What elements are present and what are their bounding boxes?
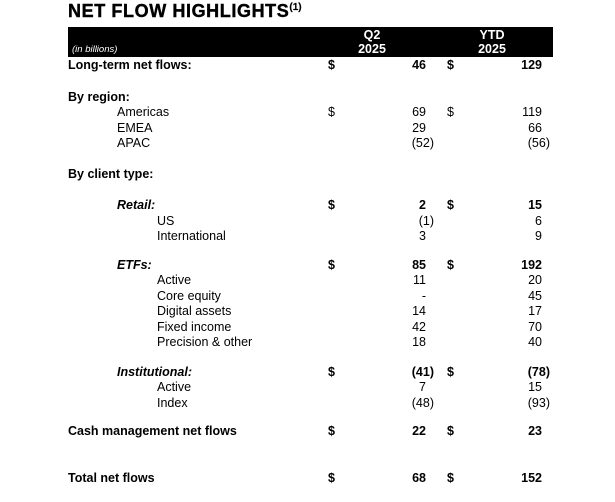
column-gap — [434, 320, 447, 336]
column-gap — [434, 136, 447, 152]
ytd-dollar-sign — [447, 320, 463, 336]
row-label: US — [157, 213, 175, 228]
q2-value: (48) — [411, 395, 434, 410]
column-gap — [434, 365, 447, 381]
q2-dollar-sign: $ — [328, 105, 335, 119]
ytd-value: 23 — [528, 424, 542, 438]
ytd-dollar-sign — [447, 380, 463, 396]
table-row — [68, 121, 550, 137]
table-row — [68, 335, 550, 351]
ytd-value: (56) — [527, 136, 550, 150]
row-label: Institutional: — [117, 364, 192, 379]
column-gap — [434, 90, 447, 106]
ytd-value: 40 — [528, 335, 542, 349]
ytd-dollar-sign: $ — [447, 105, 454, 119]
table-row — [68, 105, 550, 121]
q2-dollar-sign — [328, 136, 344, 152]
ytd-value: 192 — [521, 257, 542, 272]
q2-dollar-sign — [328, 229, 344, 245]
ytd-dollar-sign: $ — [447, 470, 454, 485]
column-gap — [434, 471, 447, 487]
q2-value: (1) — [418, 213, 434, 228]
ytd-dollar-sign — [447, 396, 463, 412]
row-label: Retail: — [117, 198, 156, 212]
q2-dollar-sign — [328, 335, 344, 351]
table-row — [68, 198, 550, 214]
ytd-dollar-sign: $ — [447, 58, 454, 72]
row-spacer — [68, 440, 550, 471]
ytd-dollar-sign: $ — [447, 198, 454, 212]
q2-value: (41) — [411, 364, 434, 379]
q2-value: 3 — [419, 229, 426, 243]
ytd-dollar-sign — [447, 273, 463, 289]
q2-dollar-sign — [328, 121, 344, 137]
table-row — [68, 396, 550, 412]
ytd-dollar-sign: $ — [447, 257, 454, 272]
q2-dollar-sign — [328, 167, 344, 183]
ytd-value: 45 — [528, 288, 542, 303]
table-row — [68, 58, 550, 74]
ytd-dollar-sign — [447, 335, 463, 351]
ytd-dollar-sign: $ — [447, 364, 454, 379]
column-gap — [434, 424, 447, 440]
footnote-marker: (1) — [289, 2, 302, 13]
column-gap — [434, 335, 447, 351]
q2-value — [344, 167, 434, 183]
q2-value: 69 — [412, 105, 426, 119]
q2-dollar-sign — [328, 396, 344, 412]
table-header-banner — [68, 27, 553, 57]
ytd-value: 152 — [521, 470, 542, 485]
column-gap — [434, 304, 447, 320]
ytd-dollar-sign — [447, 229, 463, 245]
q2-dollar-sign — [328, 304, 344, 320]
q2-dollar-sign — [328, 289, 344, 305]
column-header-ytd — [462, 29, 522, 56]
ytd-value: 119 — [522, 105, 542, 119]
row-spacer — [68, 74, 550, 90]
table-row — [68, 471, 550, 487]
q2-value — [344, 90, 434, 106]
column-header-ytd-line2: 2025 — [478, 41, 506, 56]
table-row — [68, 380, 550, 396]
q2-value: - — [421, 288, 426, 303]
ytd-value: (78) — [527, 364, 550, 379]
ytd-dollar-sign — [447, 136, 463, 152]
units-note: (in billions) — [72, 44, 118, 55]
table-row — [68, 90, 550, 106]
page-title-text: NET FLOW HIGHLIGHTS — [68, 1, 290, 21]
column-gap — [434, 273, 447, 289]
table-row — [68, 214, 550, 230]
q2-value: 42 — [412, 319, 426, 334]
ytd-value: 20 — [528, 273, 542, 287]
table-row — [68, 258, 550, 274]
ytd-value: 9 — [535, 229, 542, 243]
page-title — [68, 1, 302, 22]
table-row — [68, 304, 550, 320]
column-gap — [434, 258, 447, 274]
q2-dollar-sign: $ — [328, 424, 335, 438]
column-gap — [434, 121, 447, 137]
table-row — [68, 320, 550, 336]
ytd-dollar-sign — [447, 167, 463, 183]
ytd-value: (93) — [527, 395, 550, 410]
q2-dollar-sign: $ — [328, 470, 335, 485]
ytd-value: 66 — [528, 120, 542, 135]
q2-value: 18 — [412, 335, 426, 349]
ytd-value: 70 — [528, 319, 542, 334]
row-label: ETFs: — [117, 257, 152, 272]
row-label: Long-term net flows: — [68, 58, 192, 72]
row-label: Index — [157, 395, 188, 410]
row-label: By client type: — [68, 166, 154, 181]
ytd-value: 15 — [528, 380, 542, 394]
q2-dollar-sign — [328, 214, 344, 230]
row-label: Active — [157, 273, 192, 287]
row-label: Precision & other — [157, 335, 253, 349]
row-label: Cash management net flows — [68, 424, 237, 438]
q2-dollar-sign: $ — [328, 364, 335, 379]
column-header-q2-line2: 2025 — [358, 41, 386, 56]
row-label: Digital assets — [157, 304, 232, 318]
column-gap — [434, 58, 447, 74]
table-row — [68, 229, 550, 245]
row-label: Active — [157, 380, 192, 394]
ytd-dollar-sign — [447, 121, 463, 137]
ytd-value — [463, 167, 550, 183]
column-header-q2-line1: Q2 — [363, 28, 381, 42]
q2-value: 7 — [419, 380, 426, 394]
row-spacer — [68, 152, 550, 167]
ytd-value — [463, 90, 550, 106]
q2-value: (52) — [411, 136, 434, 150]
ytd-value: 17 — [528, 304, 542, 318]
column-gap — [434, 396, 447, 412]
net-flows-table — [68, 58, 550, 486]
row-label: Core equity — [157, 288, 221, 303]
table-row — [68, 136, 550, 152]
row-label: By region: — [68, 89, 130, 104]
ytd-value: 6 — [535, 213, 542, 228]
q2-value: 11 — [413, 273, 426, 287]
column-gap — [434, 198, 447, 214]
column-gap — [434, 229, 447, 245]
row-label: APAC — [117, 136, 151, 150]
column-gap — [434, 289, 447, 305]
q2-value: 2 — [419, 198, 426, 212]
q2-value: 29 — [412, 120, 426, 135]
row-label: Fixed income — [157, 319, 232, 334]
q2-dollar-sign — [328, 320, 344, 336]
q2-value: 22 — [412, 424, 426, 438]
q2-value: 46 — [412, 58, 426, 72]
q2-dollar-sign — [328, 380, 344, 396]
row-spacer — [68, 182, 550, 198]
q2-value: 85 — [412, 257, 426, 272]
row-label: Americas — [117, 105, 170, 119]
ytd-value: 15 — [528, 198, 542, 212]
q2-dollar-sign: $ — [328, 257, 335, 272]
column-gap — [434, 380, 447, 396]
ytd-value: 129 — [521, 58, 542, 72]
row-label: International — [157, 229, 226, 243]
row-spacer — [68, 411, 550, 424]
row-label: Total net flows — [68, 470, 155, 485]
row-label: EMEA — [117, 120, 153, 135]
ytd-dollar-sign: $ — [447, 424, 454, 438]
ytd-dollar-sign — [447, 304, 463, 320]
column-gap — [434, 214, 447, 230]
table-row — [68, 167, 550, 183]
q2-dollar-sign — [328, 273, 344, 289]
table-row — [68, 289, 550, 305]
ytd-dollar-sign — [447, 90, 463, 106]
q2-dollar-sign: $ — [328, 198, 335, 212]
ytd-dollar-sign — [447, 289, 463, 305]
table-row — [68, 273, 550, 289]
column-header-ytd-line1: YTD — [479, 28, 505, 42]
q2-value: 14 — [412, 304, 426, 318]
q2-dollar-sign — [328, 90, 344, 106]
table-row — [68, 365, 550, 381]
row-spacer — [68, 245, 550, 258]
q2-dollar-sign: $ — [328, 58, 335, 72]
ytd-dollar-sign — [447, 214, 463, 230]
column-header-q2 — [342, 29, 402, 56]
row-spacer — [68, 351, 550, 365]
table-row — [68, 424, 550, 440]
column-gap — [434, 167, 447, 183]
column-gap — [434, 105, 447, 121]
q2-value: 68 — [412, 470, 426, 485]
